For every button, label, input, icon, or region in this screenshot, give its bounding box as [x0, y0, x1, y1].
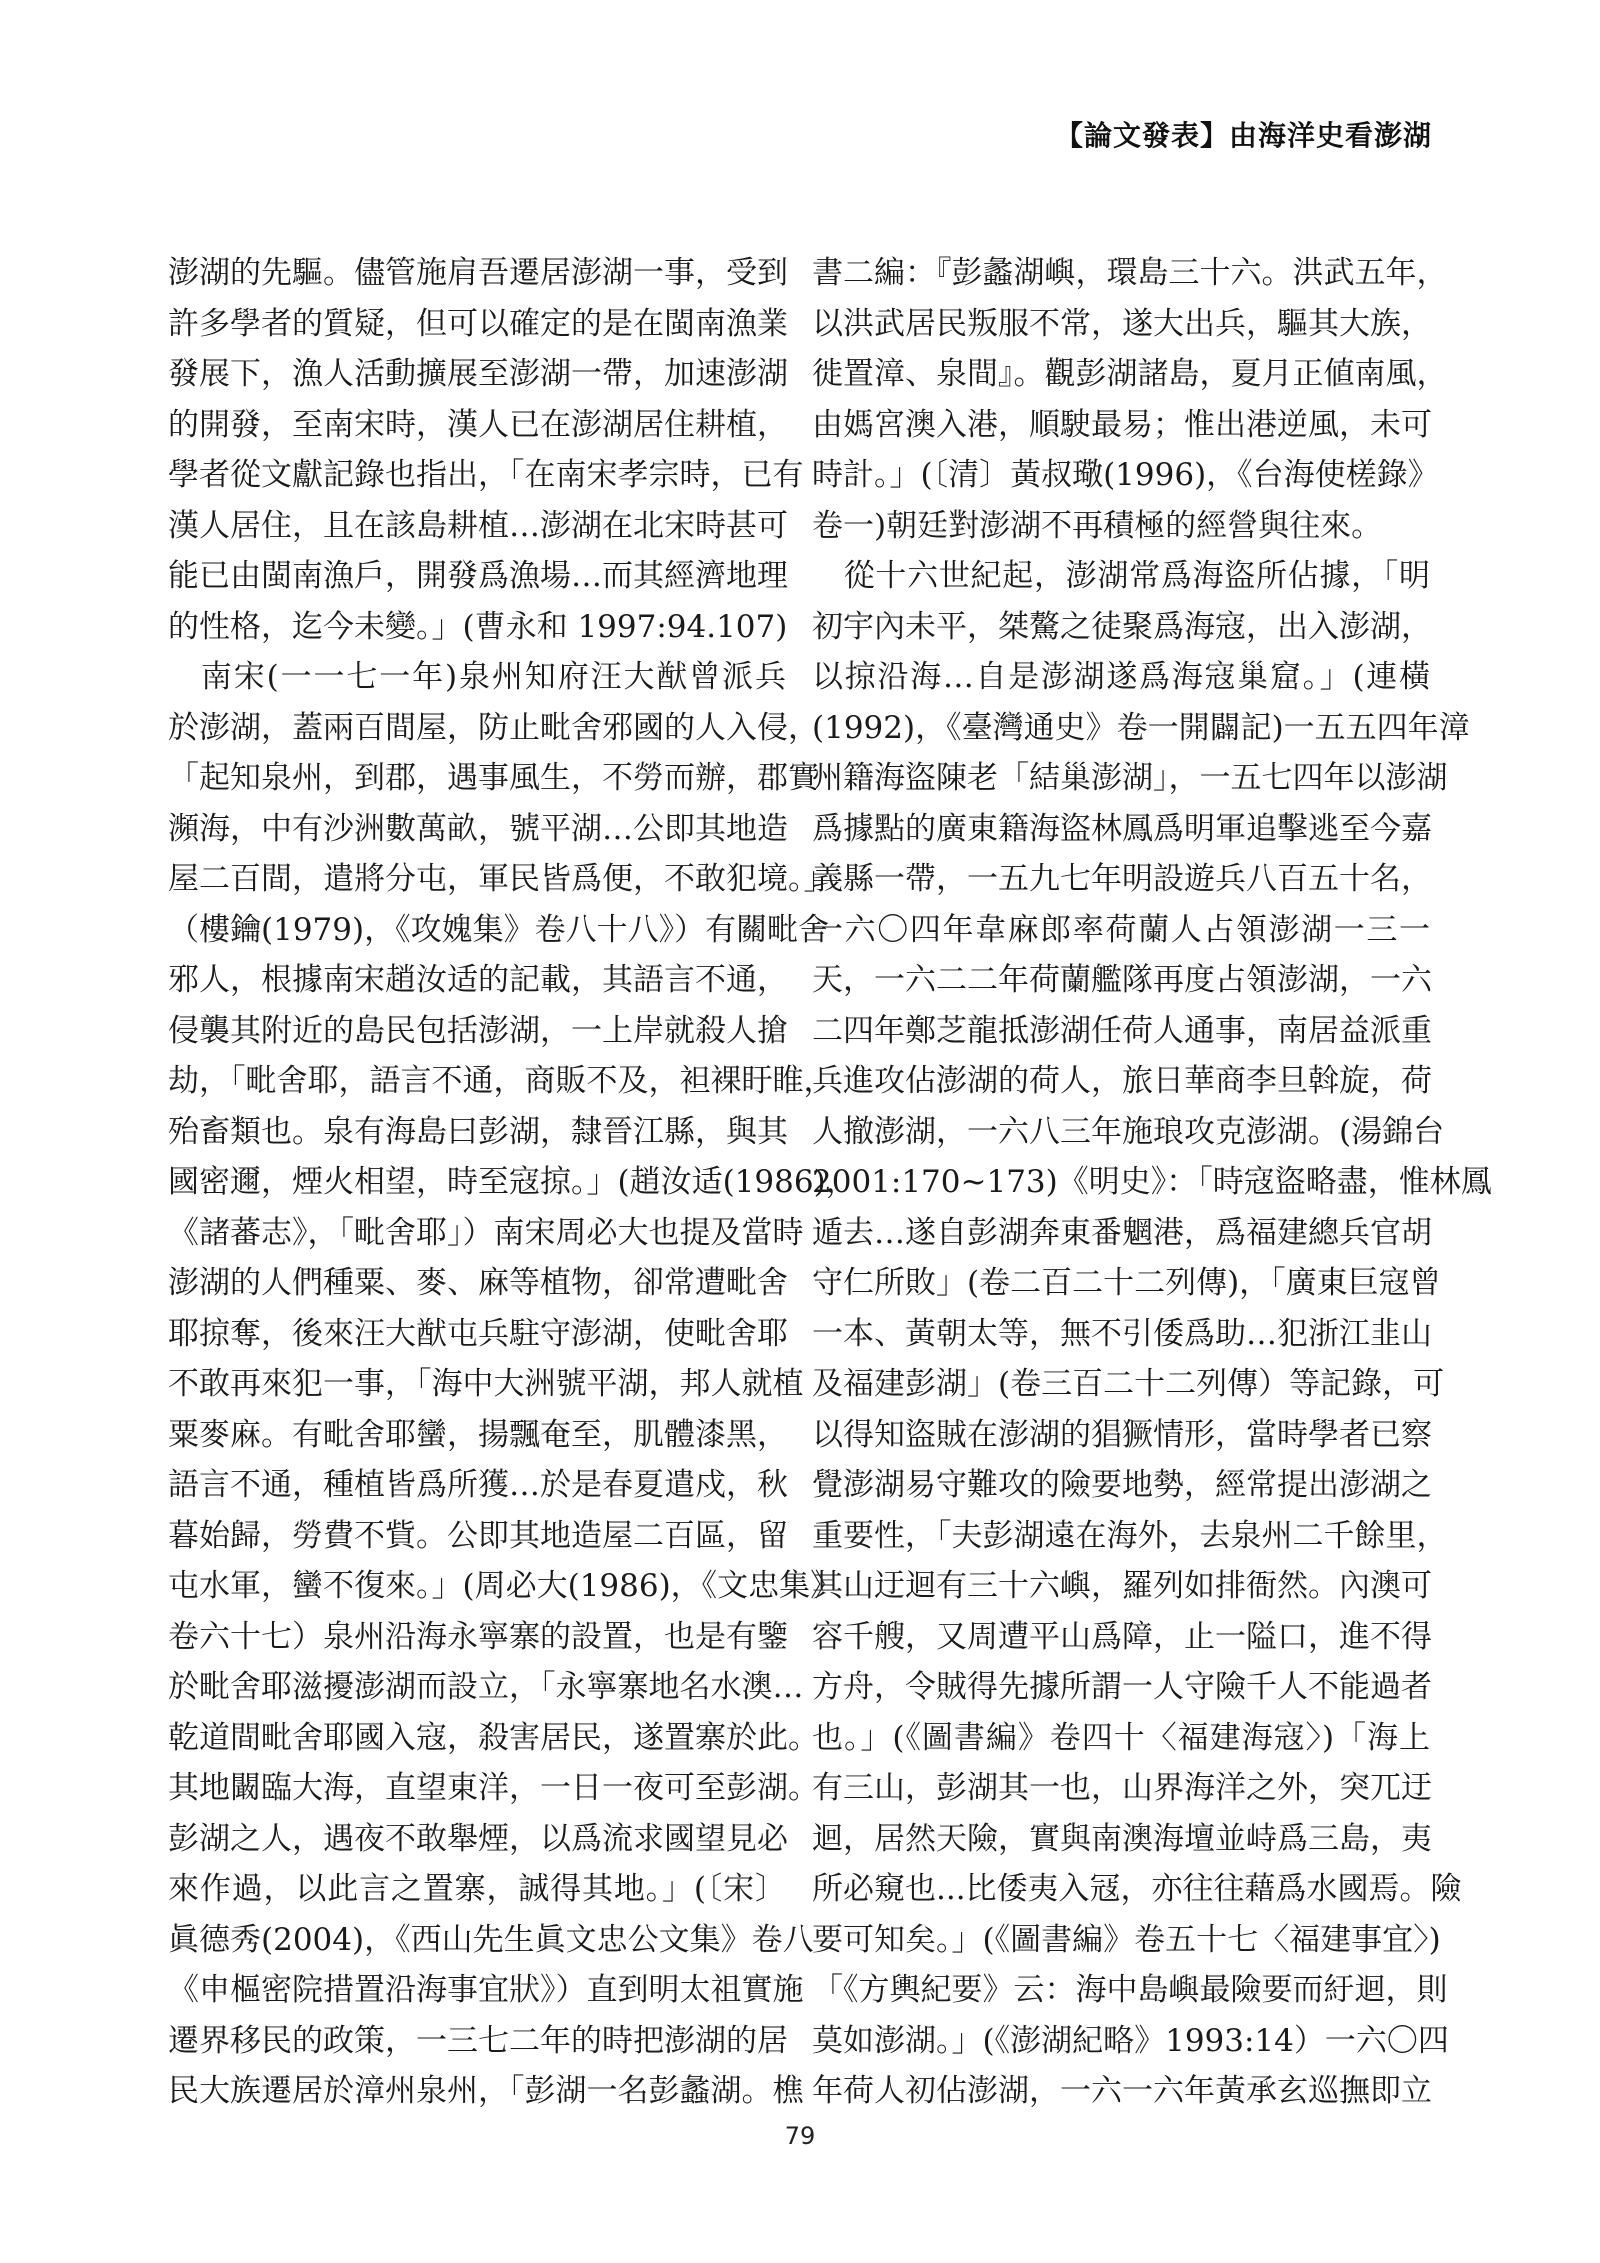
left-column [168, 248, 857, 2117]
text-line: 兵進攻佔澎湖的荷人，旅日華商李旦斡旋，荷 [812, 1063, 1432, 1099]
text-line: 徙置漳、泉間』。觀彭湖諸島，夏月正値南風， [812, 356, 1448, 392]
text-line: 人撤澎湖，一六八三年施琅攻克澎湖。(湯錦台 [812, 1113, 1445, 1150]
text-line: 由媽宮澳入港，順駛最易；惟出港逆風，未可 [812, 406, 1432, 443]
text-line: 其地闞臨大海，直望東洋，一日一夜可至彭湖。 [168, 1770, 819, 1806]
text-line: 漢人居住，且在該島耕植…澎湖在北宋時甚可 [168, 507, 788, 544]
text-line: 守仁所敗」(卷二百二十二列傳)，「廣東巨寇曾 [812, 1265, 1441, 1301]
text-line: 二四年鄭芝龍抵澎湖任荷人通事，南居益派重 [812, 1012, 1432, 1049]
text-line: 遁去…遂自彭湖奔東番魍港，爲福建總兵官胡 [812, 1214, 1432, 1251]
text-line: 要可知矣。」(《圖書編》卷五十七〈福建事宜〉) [812, 1921, 1441, 1958]
text-line: 年荷人初佔澎湖，一六一六年黃承玄巡撫即立 [812, 2073, 1432, 2109]
text-line: 粟麥麻。有毗舍耶蠻，揚飄奄至，肌體漆黑， [168, 1416, 788, 1453]
text-line: 其山迂迴有三十六嶼，羅列如排衙然。內澳可 [812, 1568, 1432, 1604]
text-line: 州籍海盜陳老「結巢澎湖」，一五七四年以澎湖 [812, 760, 1448, 796]
text-line: 於澎湖，蓋兩百間屋，防止毗舍邪國的人入侵， [168, 709, 819, 746]
text-line: 瀕海，中有沙洲數萬畝，號平湖…公即其地造 [168, 810, 788, 847]
text-line: 爲據點的廣東籍海盜林鳳爲明軍追擊逃至今嘉 [812, 810, 1432, 847]
text-line: 《申樞密院措置沿海事宜狀》）直到明太祖實施 [168, 1972, 804, 2008]
text-line: 卷一)朝廷對澎湖不再積極的經營與往來。 [812, 507, 1383, 544]
text-line: 南宋(一一七一年)泉州知府汪大猷曾派兵 [168, 659, 786, 695]
text-line: 來作過，以此言之置寨，誠得其地。」(〔宋〕 [168, 1871, 786, 1907]
text-line: 遷界移民的政策，一三七二年的時把澎湖的居 [168, 2022, 788, 2059]
text-line: （樓鑰(1979)，《攻媿集》卷八十八》）有關毗舍 [168, 911, 830, 948]
text-line: 眞德秀(2004)，《西山先生眞文忠公文集》卷八 [168, 1921, 814, 1958]
page-number: 79 [784, 2122, 816, 2150]
text-line: 國密邇，煙火相望，時至寇掠。」(趙汝适(1986)， [168, 1164, 857, 1200]
text-line: 容千艘，又周遭平山爲障，止一隘口，進不得 [812, 1618, 1432, 1655]
text-line: 屋二百間，遣將分屯，軍民皆爲便，不敢犯境。」 [168, 861, 835, 897]
text-line: 學者從文獻記錄也指出，「在南宋孝宗時，已有 [168, 457, 804, 493]
text-line: 的開發，至南宋時，漢人已在澎湖居住耕植， [168, 406, 788, 443]
text-line: 書二編：『彭蠡湖嶼，環島三十六。洪武五年， [812, 255, 1448, 291]
text-line: 一本、黃朝太等，無不引倭爲助…犯浙江韭山 [812, 1315, 1432, 1352]
text-line: 「《方輿紀要》云：海中島嶼最險要而紆迴，則 [812, 1972, 1448, 2008]
text-line: 卷六十七）泉州沿海永寧寨的設置，也是有鑒 [168, 1618, 788, 1655]
text-line: 以掠沿海…自是澎湖遂爲海寇巢窟。」(連橫 [812, 659, 1430, 695]
text-line: 以得知盜賊在澎湖的猖獗情形，當時學者已察 [812, 1416, 1432, 1453]
running-header: 【論文發表】由海洋史看澎湖 [1054, 119, 1432, 152]
text-line: 所必窺也...比倭夷入冦，亦往往藉爲水國焉。險 [812, 1871, 1462, 1907]
text-line: 及福建彭湖」(卷三百二十二列傳）等記錄，可 [812, 1366, 1445, 1402]
text-line: 劫，「毗舍耶，語言不通，商販不及，袒裸盱睢， [168, 1063, 835, 1099]
text-line: 暮始歸，勞費不貲。公即其地造屋二百區，留 [168, 1517, 788, 1554]
text-line: 語言不通，種植皆爲所獲…於是春夏遣戍，秋 [168, 1467, 788, 1503]
text-line: 發展下，漁人活動擴展至澎湖一帶，加速澎湖 [168, 356, 788, 392]
right-column [812, 248, 1492, 2117]
text-line: 殆畜類也。泉有海島曰彭湖，隸晉江縣，與其 [168, 1113, 788, 1150]
text-line: 於毗舍耶滋擾澎湖而設立，「永寧寨地名水澳… [168, 1669, 804, 1705]
text-line: 民大族遷居於漳州泉州，「彭湖一名彭蠡湖。樵 [168, 2073, 804, 2109]
text-line: 莫如澎湖。」(《澎湖紀略》1993:14）一六〇四 [812, 2022, 1449, 2059]
text-line: 有三山，彭湖其一也，山界海洋之外，突兀迂 [812, 1770, 1432, 1806]
text-line: (1992)，《臺灣通史》卷一開闢記)一五五四年漳 [812, 709, 1470, 746]
text-line: 一六〇四年韋麻郎率荷蘭人占領澎湖一三一 [812, 911, 1430, 948]
text-line: 天，一六二二年荷蘭艦隊再度占領澎湖，一六 [812, 962, 1432, 998]
text-line: 乾道間毗舍耶國入寇，殺害居民，遂置寨於此。 [168, 1719, 819, 1756]
text-line: 義縣一帶，一五九七年明設遊兵八百五十名， [812, 861, 1432, 897]
text-line: 方舟，令賊得先據所謂一人守險千人不能過者 [812, 1669, 1432, 1705]
text-line: 2001:170~173)《明史》：「時寇盜略盡，惟林鳳 [812, 1164, 1492, 1200]
text-line: 《諸蕃志》，「毗舍耶」）南宋周必大也提及當時 [168, 1214, 804, 1251]
text-line: 重要性，「夫彭湖遠在海外，去泉州二千餘里， [812, 1517, 1448, 1554]
text-line: 從十六世紀起，澎湖常爲海盜所佔據，「明 [812, 558, 1430, 594]
text-line: 也。」(《圖書編》卷四十〈福建海寇〉)「海上 [812, 1719, 1430, 1756]
text-line: 「起知泉州，到郡，遇事風生，不勞而辦，郡實 [168, 760, 819, 796]
text-line: 澎湖的人們種粟、麥、麻等植物，卻常遭毗舍 [168, 1265, 788, 1301]
text-line: 時計。」(〔清〕黃叔璥(1996)，《台海使槎錄》 [812, 457, 1439, 493]
text-line: 屯水軍，蠻不復來。」(周必大(1986)，《文忠集》 [168, 1568, 842, 1604]
text-line: 耶掠奪，後來汪大猷屯兵駐守澎湖，使毗舍耶 [168, 1315, 788, 1352]
text-line: 迴，居然天險，實與南澳海壇並峙爲三島，夷 [812, 1820, 1432, 1857]
text-line: 彭湖之人，遇夜不敢舉煙，以爲流求國望見必 [168, 1820, 788, 1857]
text-line: 覺澎湖易守難攻的險要地勢，經常提出澎湖之 [812, 1467, 1432, 1503]
text-line: 澎湖的先驅。儘管施肩吾遷居澎湖一事，受到 [168, 255, 788, 291]
text-line: 能已由閩南漁戶，開發爲漁場…而其經濟地理 [168, 558, 788, 594]
text-line: 邪人，根據南宋趙汝适的記載，其語言不通， [168, 962, 788, 998]
text-line: 的性格，迄今未變。」(曹永和 1997:94.107) [168, 608, 788, 645]
text-line: 初宇內未平，桀驁之徒聚爲海寇，出入澎湖， [812, 608, 1432, 645]
text-line: 不敢再來犯一事，「海中大洲號平湖，邦人就植 [168, 1366, 804, 1402]
text-line: 以洪武居民叛服不常，遂大出兵，驅其大族， [812, 305, 1432, 342]
text-line: 侵襲其附近的島民包括澎湖，一上岸就殺人搶 [168, 1012, 788, 1049]
text-line: 許多學者的質疑，但可以確定的是在閩南漁業 [168, 305, 788, 342]
